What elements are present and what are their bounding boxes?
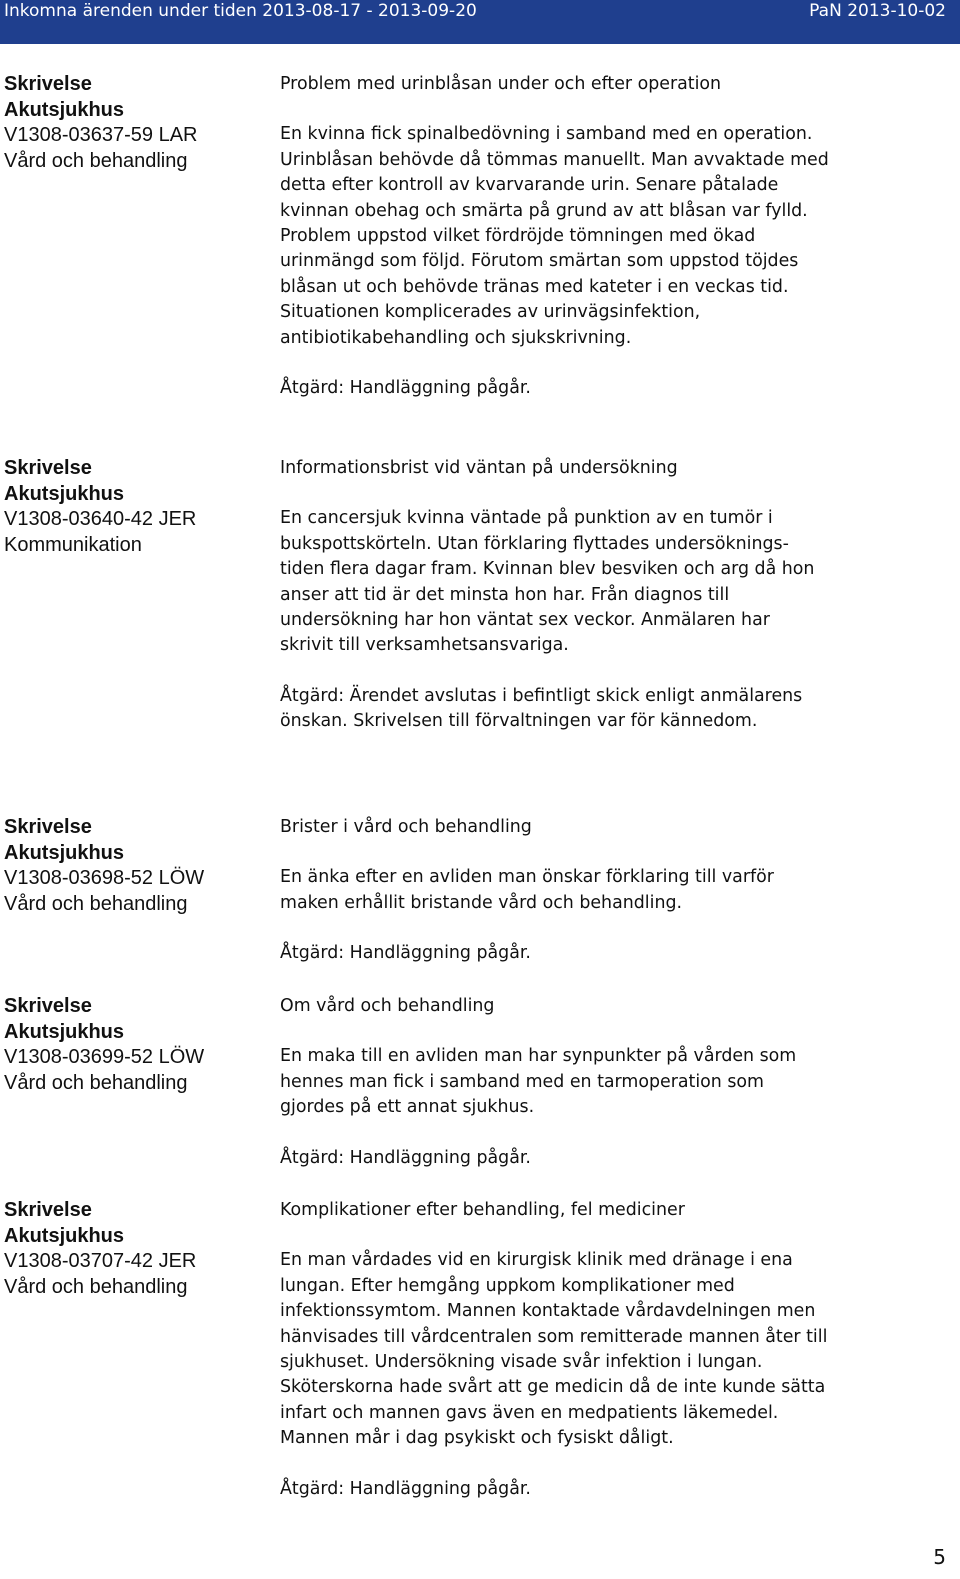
case-description <box>280 865 952 916</box>
case-type: Skrivelse <box>4 1199 92 1221</box>
case-id: V1308-03637-59 LAR <box>4 124 198 146</box>
document-header <box>0 0 960 44</box>
description-line: infart och mannen gavs även en medpatients läkemedel. <box>280 1402 779 1423</box>
case-content <box>280 1198 952 1502</box>
case-action <box>280 941 952 966</box>
case-category: Kommunikation <box>4 533 142 556</box>
case-title: Informationsbrist vid väntan på undersökning <box>280 458 678 478</box>
header-date: PaN 2013-10-02 <box>809 1 946 21</box>
description-line: blåsan ut och behövde tränas med kateter i en veckas tid. <box>280 276 789 297</box>
case-title: Problem med urinblåsan under och efter operation <box>280 74 722 94</box>
description-line: Problem uppstod vilket fördröjde tömningen med ökad <box>280 226 756 247</box>
case-type: Skrivelse <box>4 995 92 1017</box>
description-line: bukspottskörteln. Utan förklaring flyttades undersöknings- <box>280 533 789 554</box>
description-line: hänvisades till vårdcentralen som remitterade mannen åter till <box>280 1326 828 1347</box>
case-id: V1308-03707-42 JER <box>4 1250 197 1272</box>
action-line: Åtgärd: Handläggning pågår. <box>280 1478 531 1499</box>
case-hospital: Akutsjukhus <box>4 482 125 505</box>
description-line: En man vårdades vid en kirurgisk klinik med dränage i ena <box>280 1250 793 1271</box>
case-hospital: Akutsjukhus <box>4 841 125 864</box>
description-line: En änka efter en avliden man önskar förklaring till varför <box>280 867 774 888</box>
description-line: hennes man fick i samband med en tarmoperation som <box>280 1071 764 1092</box>
case-category: Vård och behandling <box>4 892 188 915</box>
case-action <box>280 1146 952 1171</box>
case-meta <box>4 456 264 558</box>
case-type: Skrivelse <box>4 73 92 95</box>
case-description <box>280 1248 952 1451</box>
case-title: Komplikationer efter behandling, fel mediciner <box>280 1200 685 1220</box>
action-line: Åtgärd: Ärendet avslutas i befintligt skick enligt anmälarens <box>280 685 803 706</box>
description-line: Mannen mår i dag psykiskt och fysiskt dåligt. <box>280 1428 674 1449</box>
case-category: Vård och behandling <box>4 149 188 172</box>
case-description <box>280 1044 952 1120</box>
case-type: Skrivelse <box>4 816 92 838</box>
description-line: antibiotikabehandling och sjukskrivning. <box>280 327 632 348</box>
description-line: gjordes på ett annat sjukhus. <box>280 1097 535 1118</box>
case-hospital: Akutsjukhus <box>4 1224 125 1247</box>
case-action <box>280 1477 952 1502</box>
action-line: Åtgärd: Handläggning pågår. <box>280 378 531 399</box>
case-id: V1308-03640-42 JER <box>4 508 197 530</box>
case-content <box>280 456 952 735</box>
page-number: 5 <box>933 1545 946 1569</box>
header-title: Inkomna ärenden under tiden 2013-08-17 - 2013-09-20 <box>4 1 477 21</box>
case-content <box>280 994 952 1171</box>
description-line: Urinblåsan behövde då tömmas manuellt. Man avvaktade med <box>280 149 829 170</box>
case-meta <box>4 994 264 1096</box>
case-id: V1308-03698-52 LÖW <box>4 867 205 889</box>
description-line: sjukhuset. Undersökning visade svår infektion i lungan. <box>280 1352 763 1373</box>
case-action <box>280 376 952 401</box>
case-description <box>280 506 952 658</box>
case-content <box>280 72 952 401</box>
case-action <box>280 684 952 735</box>
description-line: detta efter kontroll av kvarvarande urin. Senare påtalade <box>280 175 779 196</box>
case-title: Om vård och behandling <box>280 996 495 1016</box>
action-line: önskan. Skrivelsen till förvaltningen var för kännedom. <box>280 711 758 732</box>
case-title: Brister i vård och behandling <box>280 817 532 837</box>
description-line: En kvinna fick spinalbedövning i samband med en operation. <box>280 124 813 145</box>
description-line: tiden flera dagar fram. Kvinnan blev besviken och arg då hon <box>280 559 815 580</box>
description-line: En maka till en avliden man har synpunkter på vården som <box>280 1046 797 1067</box>
case-type: Skrivelse <box>4 457 92 479</box>
case-hospital: Akutsjukhus <box>4 98 125 121</box>
case-category: Vård och behandling <box>4 1275 188 1298</box>
case-meta <box>4 1198 264 1300</box>
case-meta <box>4 815 264 917</box>
description-line: kvinnan obehag och smärta på grund av att blåsan var fylld. <box>280 200 808 221</box>
action-line: Åtgärd: Handläggning pågår. <box>280 1147 531 1168</box>
case-category: Vård och behandling <box>4 1071 188 1094</box>
case-meta <box>4 72 264 174</box>
case-description <box>280 122 952 351</box>
action-line: Åtgärd: Handläggning pågår. <box>280 943 531 964</box>
case-id: V1308-03699-52 LÖW <box>4 1046 205 1068</box>
description-line: lungan. Efter hemgång uppkom komplikationer med <box>280 1275 735 1296</box>
case-hospital: Akutsjukhus <box>4 1020 125 1043</box>
description-line: infektionssymtom. Mannen kontaktade vårdavdelningen men <box>280 1301 816 1322</box>
description-line: Situationen komplicerades av urinvägsinfektion, <box>280 302 701 323</box>
description-line: urinmängd som följd. Förutom smärtan som uppstod töjdes <box>280 251 799 272</box>
case-content <box>280 815 952 967</box>
description-line: Sköterskorna hade svårt att ge medicin då de inte kunde sätta <box>280 1377 826 1398</box>
description-line: En cancersjuk kvinna väntade på punktion av en tumör i <box>280 508 773 529</box>
description-line: anser att tid är det minsta hon har. Från diagnos till <box>280 584 730 605</box>
description-line: undersökning har hon väntat sex veckor. Anmälaren har <box>280 610 770 631</box>
description-line: maken erhållit bristande vård och behandling. <box>280 892 683 913</box>
description-line: skrivit till verksamhetsansvariga. <box>280 635 569 656</box>
